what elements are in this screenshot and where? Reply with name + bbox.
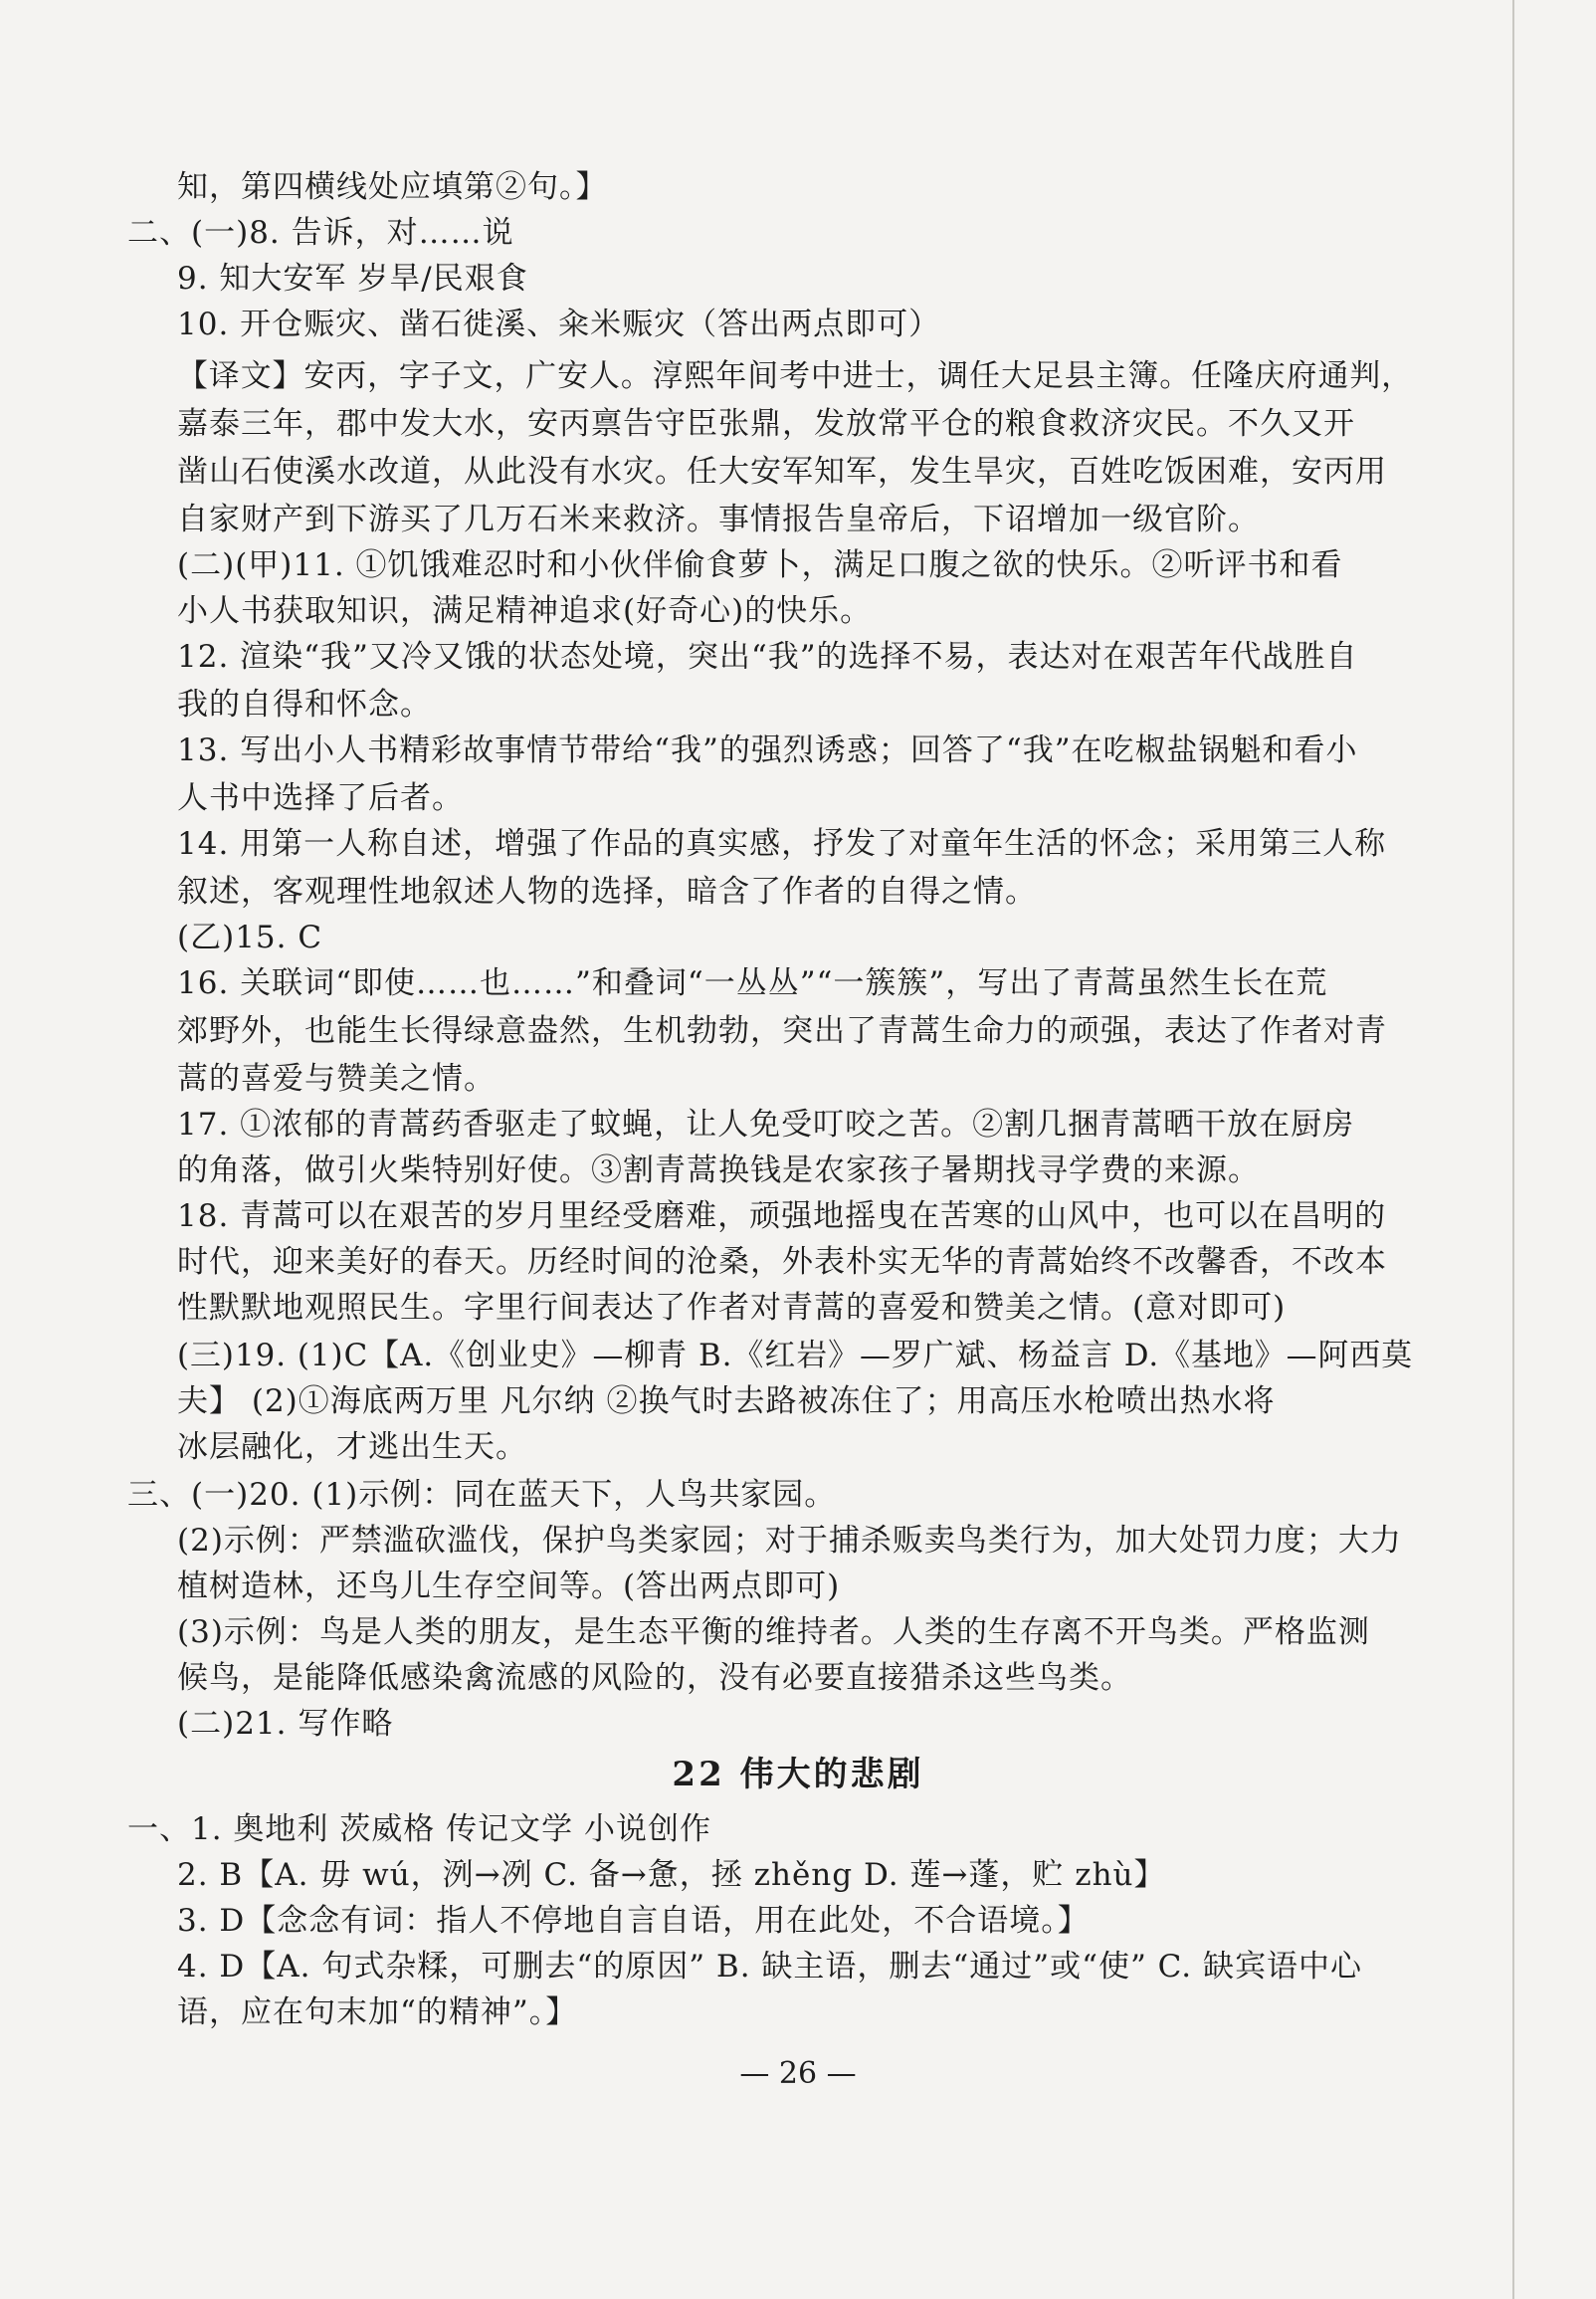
text-line: 18. 青蒿可以在艰苦的岁月里经受磨难，顽强地摇曳在苦寒的山风中，也可以在昌明的 bbox=[177, 1198, 1387, 1234]
text-line: 二、(一)8. 告诉，对……说 bbox=[127, 215, 514, 251]
text-line: 我的自得和怀念。 bbox=[177, 687, 432, 723]
text-line: 10. 开仓赈灾、凿石徙溪、籴米赈灾（答出两点即可） bbox=[177, 307, 941, 342]
text-line: 人书中选择了后者。 bbox=[177, 780, 464, 816]
text-line: 12. 渲染“我”又冷又饿的状态处境，突出“我”的选择不易，表达对在艰苦年代战胜自 bbox=[177, 639, 1358, 675]
scan-edge-line bbox=[1512, 0, 1514, 2299]
text-line: (3)示例：鸟是人类的朋友，是生态平衡的维持者。人类的生存离不开鸟类。严格监测 bbox=[177, 1614, 1370, 1650]
text-line: 语，应在句末加“的精神”。】 bbox=[177, 1994, 578, 2030]
text-line: (二)21. 写作略 bbox=[177, 1706, 394, 1742]
text-line: 4. D【A. 句式杂糅，可删去“的原因” B. 缺主语，删去“通过”或“使” C. 缺宾语中心 bbox=[177, 1949, 1362, 1985]
text-line: 知，第四横线处应填第②句。】 bbox=[177, 169, 608, 205]
text-line: 13. 写出小人书精彩故事情节带给“我”的强烈诱惑；回答了“我”在吃椒盐锅魁和看小 bbox=[177, 732, 1358, 768]
text-line: 候鸟，是能降低感染禽流感的风险的，没有必要直接猎杀这些鸟类。 bbox=[177, 1660, 1132, 1696]
text-line: 三、(一)20. (1)示例：同在蓝天下，人鸟共家园。 bbox=[127, 1477, 837, 1513]
text-line: 植树造林，还鸟儿生存空间等。(答出两点即可) bbox=[177, 1568, 841, 1604]
text-line: (乙)15. C bbox=[177, 920, 323, 955]
text-line: 的角落，做引火柴特别好使。③割青蒿换钱是农家孩子暑期找寻学费的来源。 bbox=[177, 1152, 1260, 1188]
text-line: 性默默地观照民生。字里行间表达了作者对青蒿的喜爱和赞美之情。(意对即可) bbox=[177, 1290, 1287, 1326]
text-line: 9. 知大安军 岁旱/民艰食 bbox=[177, 261, 528, 297]
text-line: (二)(甲)11. ①饥饿难忍时和小伙伴偷食萝卜，满足口腹之欲的快乐。②听评书和看 bbox=[177, 547, 1343, 583]
text-line: 2. B【A. 毋 wú，洌→冽 C. 备→惫，拯 zhěng D. 莲→蓬，贮 zhù】 bbox=[177, 1857, 1166, 1893]
text-line: 夫】 (2)①海底两万里 凡尔纳 ②换气时去路被冻住了；用高压水枪喷出热水将 bbox=[177, 1383, 1276, 1419]
text-line: 小人书获取知识，满足精神追求(好奇心)的快乐。 bbox=[177, 593, 873, 629]
text-line: 14. 用第一人称自述，增强了作品的真实感，抒发了对童年生活的怀念；采用第三人称 bbox=[177, 826, 1387, 862]
text-line: 凿山石使溪水改道，从此没有水灾。任大安军知军，发生旱灾，百姓吃饭困难，安丙用 bbox=[177, 454, 1387, 490]
text-line: 16. 关联词“即使……也……”和叠词“一丛丛”“一簇簇”，写出了青蒿虽然生长在荒 bbox=[177, 965, 1328, 1001]
page-number: — 26 — bbox=[739, 2056, 857, 2091]
text-line: (三)19. (1)C【A.《创业史》—柳青 B.《红岩》—罗广斌、杨益言 D.《基地》—阿西莫 bbox=[177, 1338, 1414, 1373]
section-title: 22 伟大的悲剧 bbox=[672, 1755, 924, 1794]
text-line: 叙述，客观理性地叙述人物的选择，暗含了作者的自得之情。 bbox=[177, 874, 1037, 910]
text-line: 郊野外，也能生长得绿意盎然，生机勃勃，突出了青蒿生命力的顽强，表达了作者对青 bbox=[177, 1013, 1387, 1049]
text-line: (2)示例：严禁滥砍滥伐，保护鸟类家园；对于捕杀贩卖鸟类行为，加大处罚力度；大力 bbox=[177, 1523, 1402, 1559]
text-line: 3. D【念念有词：指人不停地自言自语，用在此处，不合语境。】 bbox=[177, 1903, 1090, 1939]
text-line: 蒿的喜爱与赞美之情。 bbox=[177, 1061, 496, 1097]
text-line: 17. ①浓郁的青蒿药香驱走了蚊蝇，让人免受叮咬之苦。②割几捆青蒿晒干放在厨房 bbox=[177, 1107, 1355, 1143]
text-line: 冰层融化，才逃出生天。 bbox=[177, 1429, 527, 1465]
text-line: 自家财产到下游买了几万石米来救济。事情报告皇帝后，下诏增加一级官阶。 bbox=[177, 502, 1260, 537]
text-line: 【译文】安丙，字子文，广安人。淳熙年间考中进士，调任大足县主簿。任隆庆府通判， bbox=[177, 358, 1414, 394]
text-line: 一、1. 奥地利 茨威格 传记文学 小说创作 bbox=[127, 1811, 711, 1847]
text-line: 嘉泰三年，郡中发大水，安丙禀告守臣张鼎，发放常平仓的粮食救济灾民。不久又开 bbox=[177, 406, 1355, 442]
text-line: 时代，迎来美好的春天。历经时间的沧桑，外表朴实无华的青蒿始终不改馨香，不改本 bbox=[177, 1244, 1387, 1280]
